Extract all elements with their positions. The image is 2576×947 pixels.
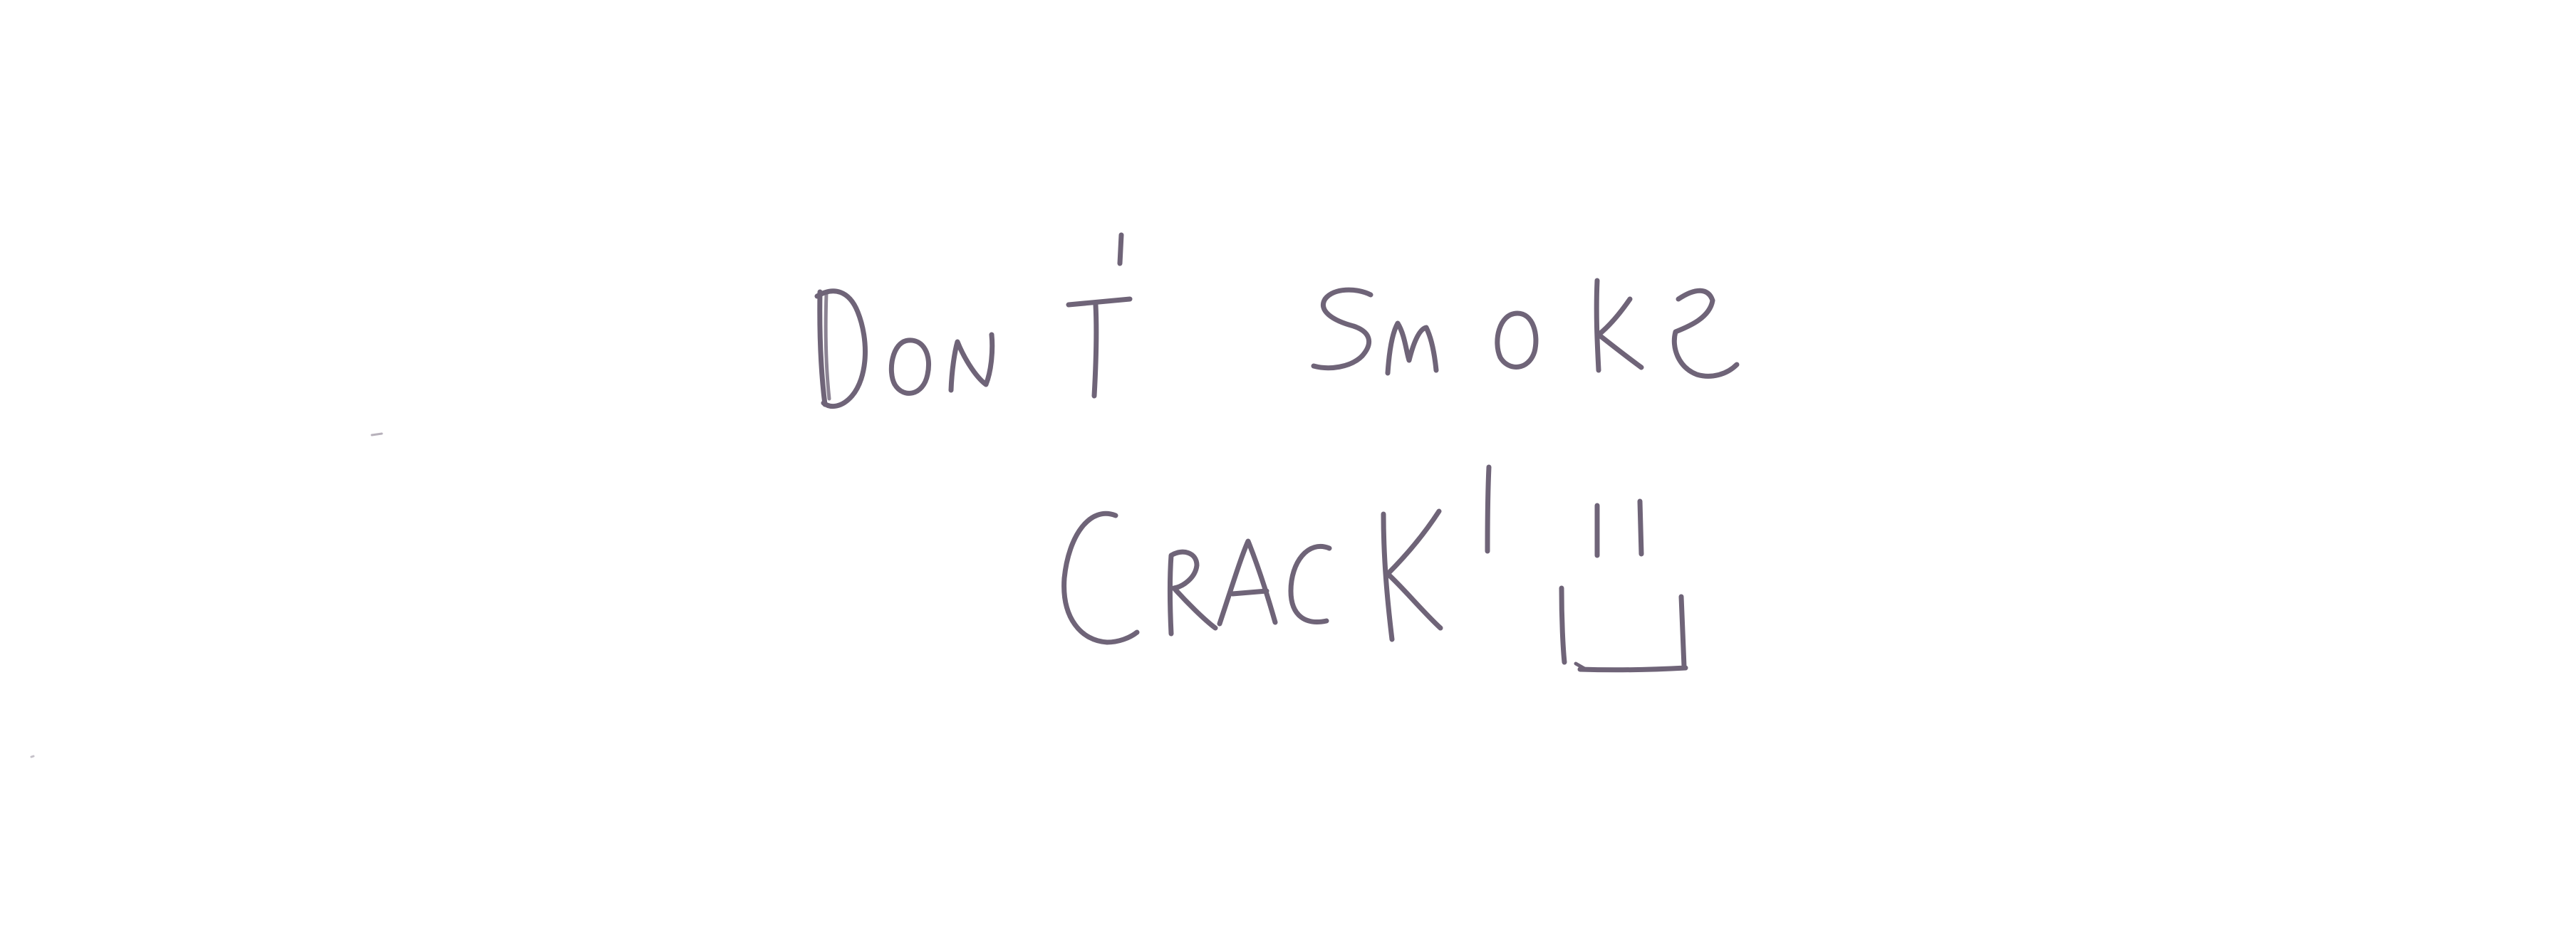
letter-apostrophe (1120, 235, 1121, 263)
letter-o (891, 340, 928, 393)
letter-a (1220, 541, 1275, 624)
smiley-mouth (1562, 588, 1686, 670)
letter-t (1069, 299, 1130, 305)
letter-r (1170, 552, 1216, 634)
letter-a (1232, 591, 1267, 594)
letter-c (1291, 546, 1329, 622)
paper-speck (31, 756, 33, 757)
letter-t (1094, 305, 1096, 396)
letter-exclamation-dot (1483, 614, 1495, 625)
smiley-mouth (1576, 664, 1586, 669)
letter-m (1388, 323, 1436, 373)
letter-o (1497, 313, 1536, 367)
paper-speck (372, 434, 382, 435)
letter-n (951, 335, 992, 390)
handwritten-word-smoke (1314, 281, 1737, 376)
letter-c (1064, 513, 1137, 642)
smiley-face-drawing (1562, 501, 1686, 670)
handwritten-word-dont (817, 235, 1130, 407)
letter-exclamation (1487, 467, 1489, 551)
letter-k (1599, 299, 1641, 367)
letter-k (1596, 281, 1599, 370)
handwritten-word-crack (1064, 467, 1495, 642)
letter-e (1674, 291, 1737, 376)
letter-k (1388, 511, 1440, 628)
letter-s (1314, 290, 1371, 368)
letter-d (826, 293, 829, 399)
smiley-eye (1640, 501, 1641, 554)
